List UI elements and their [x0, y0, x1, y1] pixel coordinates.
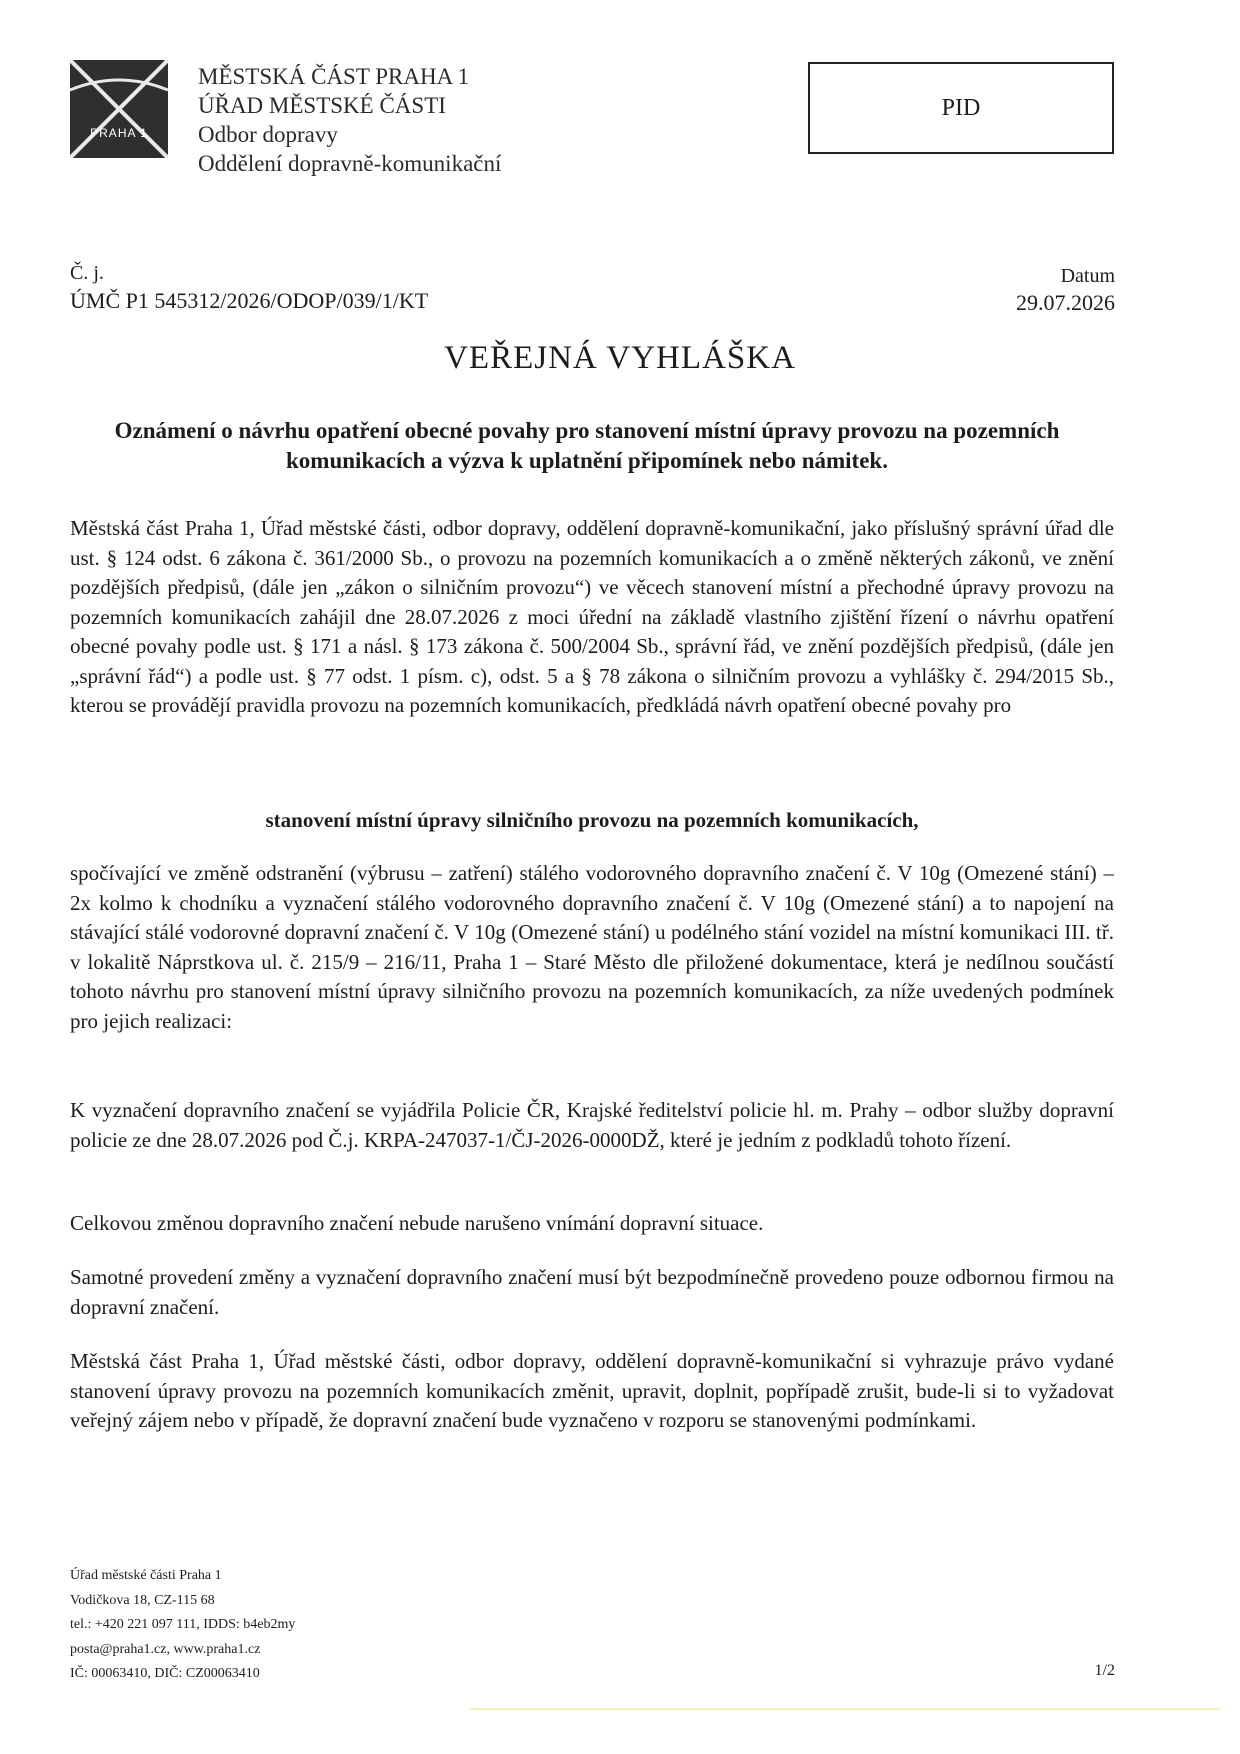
reference-number: ÚMČ P1 545312/2026/ODOP/039/1/KT: [70, 288, 429, 313]
org-line-2: ÚŘAD MĚSTSKÉ ČÁSTI: [198, 93, 446, 118]
pid-box: [808, 62, 1114, 154]
org-line-3: Odbor dopravy: [198, 122, 338, 147]
date-label: Datum: [1060, 265, 1115, 287]
footer-address: [70, 1564, 295, 1687]
pid-label: PID: [941, 94, 981, 121]
body-paragraph-3: K vyznačení dopravního značení se vyjádřila Policie ČR, Krajské ředitelství policie hl. m. Prahy – odbor služby dopravní policie ze dne 28.07.2026 pod Č.j. KRPA-247037-1/ČJ-2026-0000DŽ, které je jedním z podkladů tohoto řízení.: [70, 1098, 1114, 1152]
body-paragraph-2: spočívající ve změně odstranění (výbrusu – zatření) stálého vodorovného dopravního značení č. V 10g (Omezené stání) – 2x kolmo k chodníku a vyznačení stálého vodorovného dopravního značení č. V 10g (Omezené stání) a to napojení na stávající stálé vodorovné dopravní značení č. V 10g (Omezené stání) u podélného stání vozidel na místní komunikaci III. tř. v lokalitě Náprstkova ul. č. 215/9 – 216/11, Praha 1 – Staré Město dle přiložené dokumentace, která je nedílnou součástí tohoto návrhu pro stanovení místní úpravy silničního provozu na pozemních komunikacích, za níže uvedených podmínek pro jejich realizaci:: [70, 861, 1114, 1033]
org-line-1: MĚSTSKÁ ČÁST PRAHA 1: [198, 64, 470, 89]
footer-line-street: Vodičkova 18, CZ-115 68: [70, 1592, 215, 1608]
footer-line-phone: tel.: +420 221 097 111, IDDS: b4eb2my: [70, 1617, 296, 1632]
body-paragraph-6: Městská část Praha 1, Úřad městské části, odbor dopravy, oddělení dopravně-komunikační si vyhrazuje právo vydané stanovení úpravy provozu na pozemních komunikacích změnit, upravit, doplnit, popřípadě zrušit, bude-li si to vyžadovat veřejný zájem nebo v případě, že dopravní značení bude vyznačeno v rozporu se stanovenými podmínkami.: [70, 1349, 1114, 1432]
footer-line-ids: IČ: 00063410, DIČ: CZ00063410: [70, 1666, 260, 1681]
logo-cross-mark: [70, 60, 168, 158]
footer-line-web: posta@praha1.cz, www.praha1.cz: [70, 1641, 261, 1657]
organization-block: [198, 62, 501, 178]
date-value: 29.07.2026: [1016, 290, 1115, 315]
praha1-logo: [70, 60, 168, 158]
logo-text: PRAHA 1: [90, 126, 148, 140]
body-paragraph-5: Samotné provedení změny a vyznačení dopravního značení musí být bezpodmínečně provedeno pouze odbornou firmou na dopravní značení.: [70, 1265, 1114, 1319]
footer-line-office: Úřad městské části Praha 1: [70, 1568, 222, 1583]
body-paragraph-4: Celkovou změnou dopravního značení nebude narušeno vnímání dopravní situace.: [70, 1211, 764, 1235]
document-title: VEŘEJNÁ VYHLÁŠKA: [444, 340, 796, 376]
document-subtitle: Oznámení o návrhu opatření obecné povahy pro stanovení místní úpravy provozu na pozemních komunikacích a výzva k uplatnění připomínek nebo námitek.: [114, 418, 1060, 473]
org-line-4: Oddělení dopravně-komunikační: [198, 151, 502, 176]
body-paragraph-1: Městská část Praha 1, Úřad městské části, odbor dopravy, oddělení dopravně-komunikační, jako příslušný správní úřad dle ust. § 124 odst. 6 zákona č. 361/2000 Sb., o provozu na pozemních komunikacích a o změně některých zákonů, ve znění pozdějších předpisů, (dále jen „zákon o silničním provozu“) ve věcech stanovení místní a přechodné úpravy provozu na pozemních komunikacích zahájil dne 28.07.2026 z moci úřední na základě vlastního zjištění řízení o návrhu opatření obecné povahy podle ust. § 171 a násl. § 173 zákona č. 500/2004 Sb., správní řád, ve znění pozdějších předpisů, (dále jen „správní řád“) a podle ust. § 77 odst. 1 písm. c), odst. 5 a § 78 zákona o silničním provozu a vyhlášky č. 294/2015 Sb., kterou se provádějí pravidla provozu na pozemních komunikacích, předkládá návrh opatření obecné povahy pro: [70, 516, 1114, 717]
footer-divider: [470, 1708, 1220, 1710]
body-emphasis: stanovení místní úpravy silničního provozu na pozemních komunikacích,: [265, 808, 919, 832]
page-number: 1/2: [1094, 1662, 1115, 1679]
reference-number-label: Č. j.: [70, 262, 104, 284]
